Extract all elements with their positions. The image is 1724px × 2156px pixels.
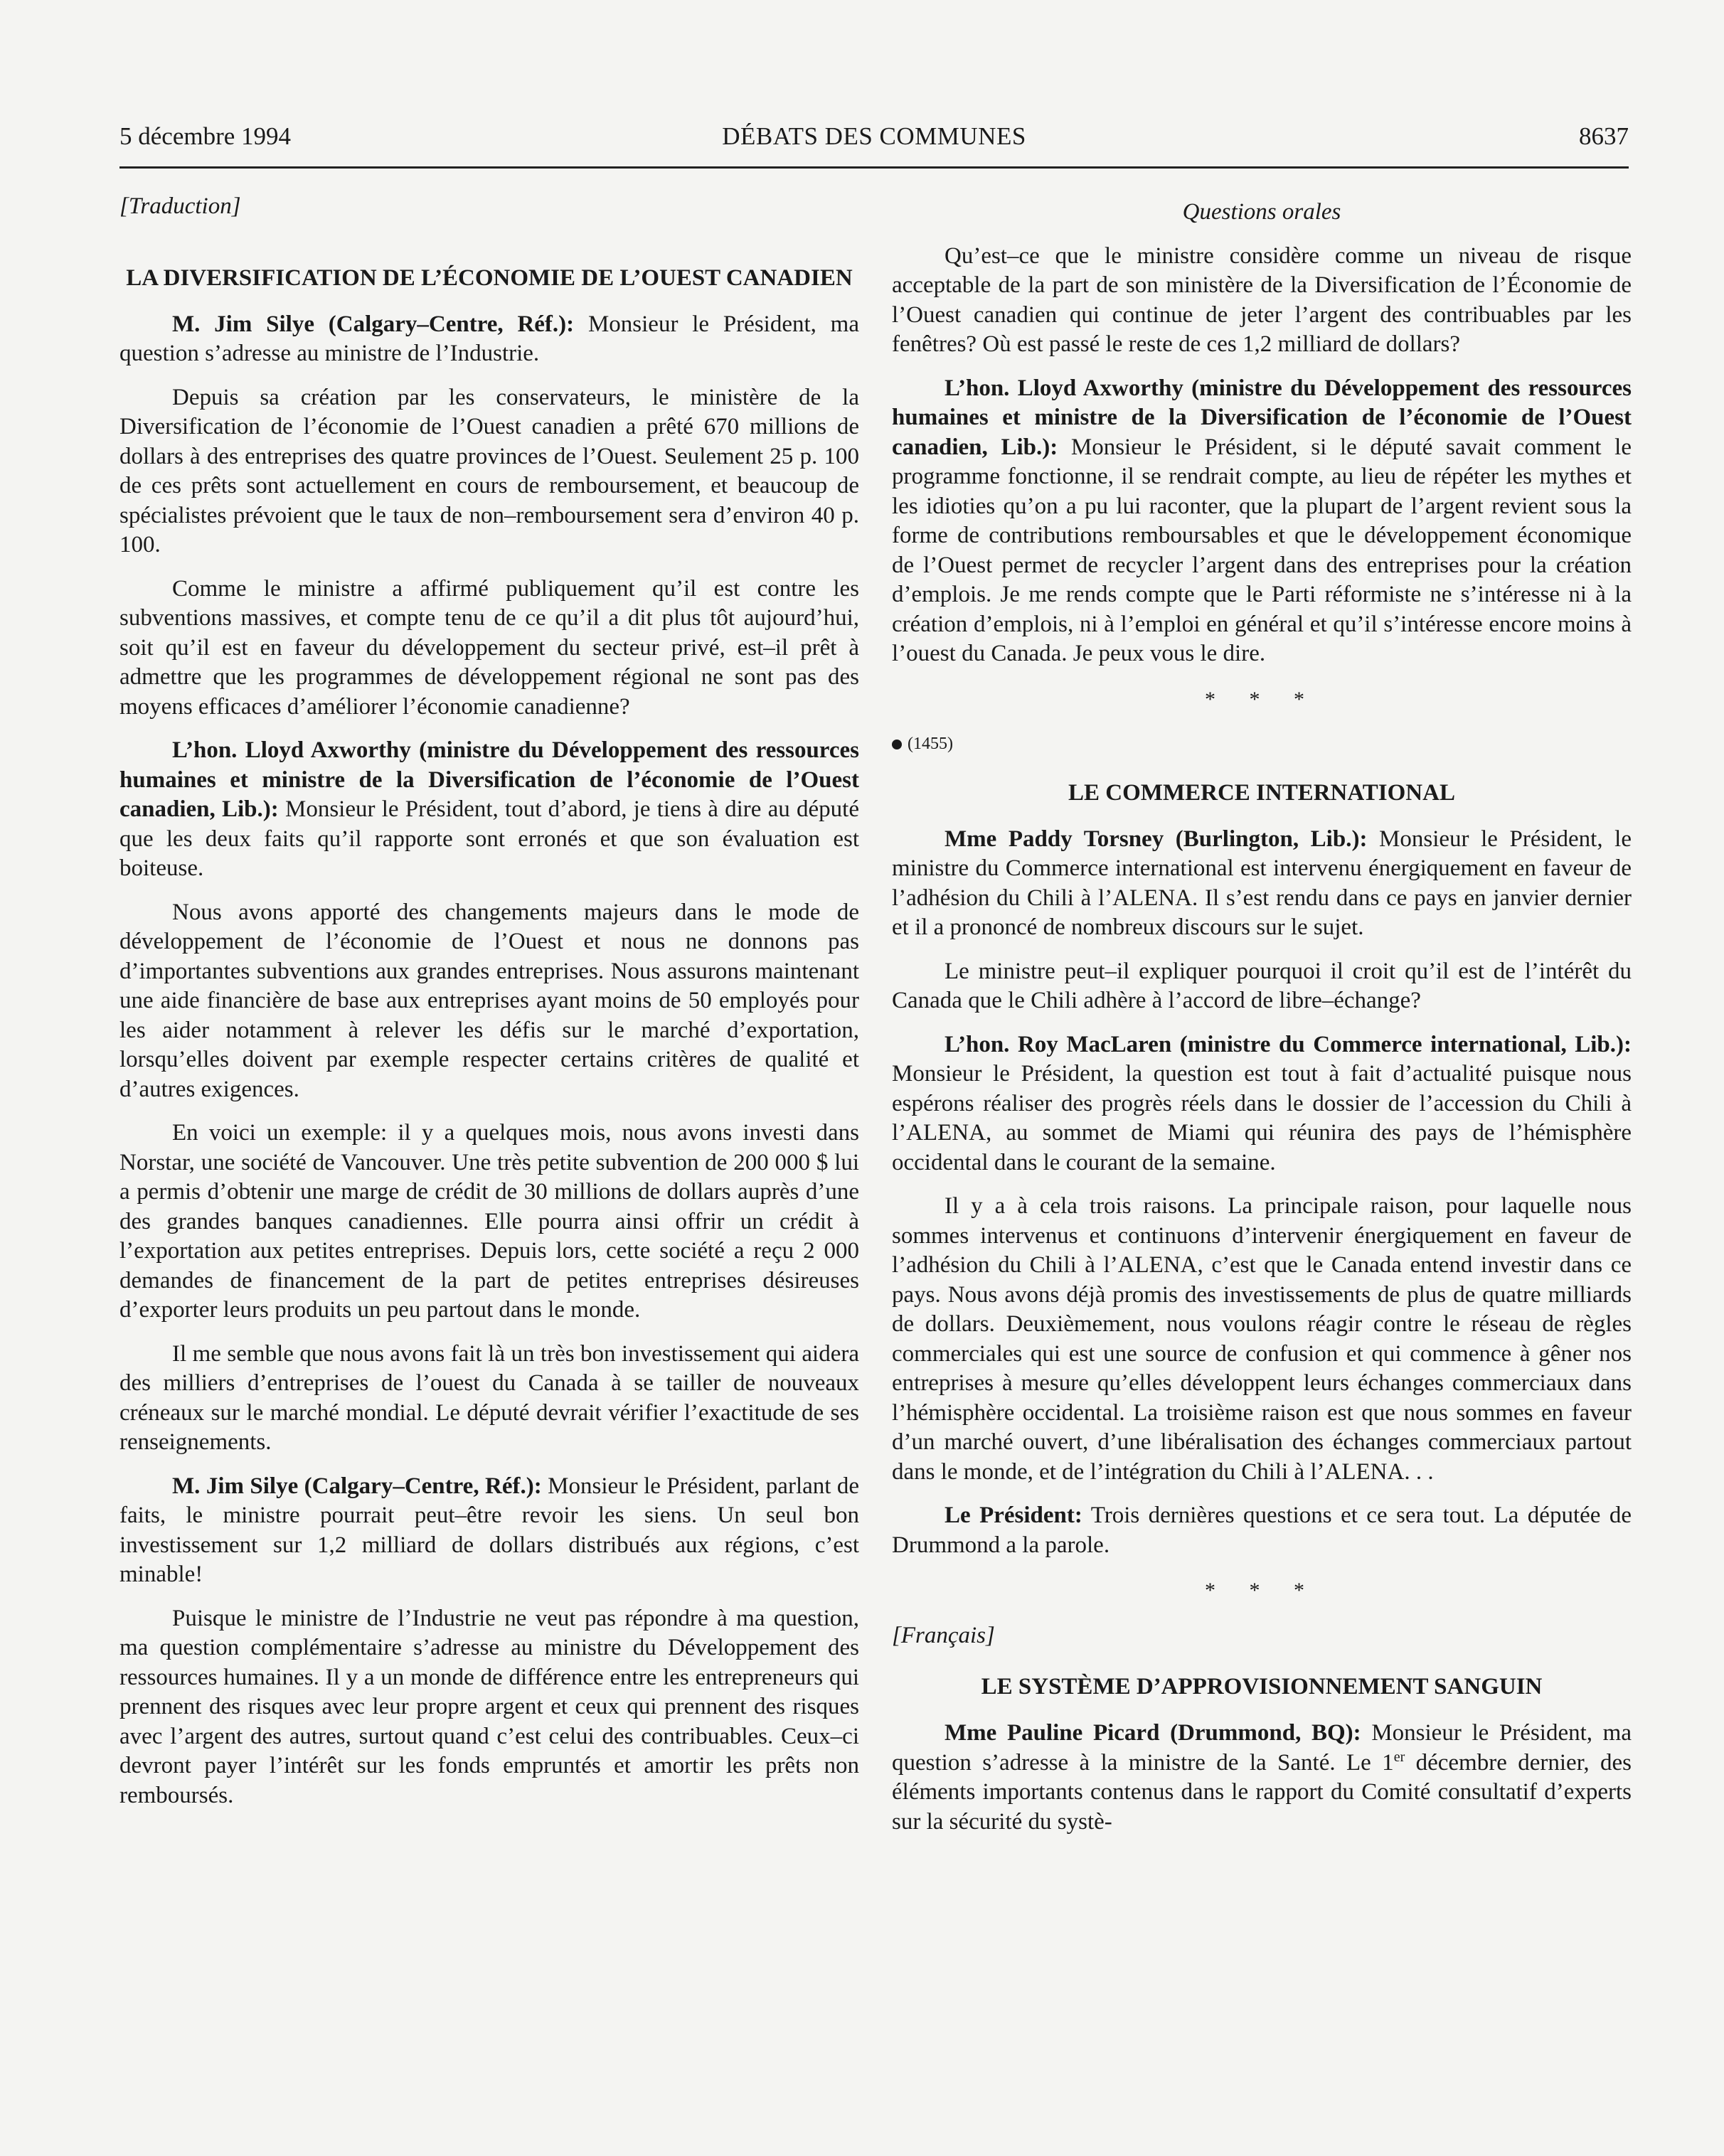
speech-text: décembre dernier, des éléments importants contenus dans le rapport du Comité consultatif d’experts sur la sécurité du systè- <box>892 1749 1632 1835</box>
speaker-name: Mme Pauline Picard (Drummond, BQ): <box>945 1720 1361 1746</box>
section-separator: * * * <box>1205 687 1319 711</box>
section-heading: LE SYSTÈME D’APPROVISIONNEMENT SANGUIN <box>981 1674 1543 1699</box>
paragraph: Qu’est–ce que le ministre considère comme un niveau de risque acceptable de la part de son ministère de la Diversification de l’Économie de l’Ouest canadien qui continue de jeter l’argent des contribuables par les fenêtres? Où est passé le reste de ces 1,2 milliard de dollars? <box>892 242 1632 357</box>
paragraph: Nous avons apporté des changements majeurs dans le mode de développement de l’économie de l’Ouest et nous ne donnons pas d’importantes subventions aux grandes entreprises. Nous assurons maintenant une aide financière de base aux entreprises ayant moins de 50 employés pour les aider notamment à relever les défis sur le marché d’exportation, lorsqu’elles doivent par exemple respecter certains critères de qualité et d’autres exigences. <box>119 899 859 1102</box>
paragraph: Il y a à cela trois raisons. La principale raison, pour laquelle nous sommes intervenus et continuons d’intervenir énergiquement en faveur de l’adhésion du Chili à l’ALENA, c’est que le Canada entend investir dans ce pays. Nous avons déjà promis des investissements de plus de quatre milliards de dollars. Deuxièmement, nous voulons réagir contre le réseau de règles commerciales qui est une source de confusion et qui commence à gêner nos entreprises à mesure qu’elles développent leurs échanges commerciaux dans l’hémisphère occidental. La troisième raison est que nous sommes en faveur d’un marché ouvert, d’une libéralisation des échanges commerciaux partout dans le monde, et de l’intégration du Chili à l’ALENA. . . <box>892 1193 1632 1485</box>
paragraph <box>892 1501 1632 1560</box>
language-tag: [Français] <box>892 1622 995 1648</box>
speech-text: Monsieur le Président, si le député savait comment le programme fonctionne, il se rendrait compte, au lieu de répéter les mythes et les idioties qu’on a pu lui raconter, que la plupart de l’argent revient sous la forme de contributions remboursables et que le développement économique de l’Ouest permet de recycler l’argent dans des entreprises pour la création d’emplois. Je me rends compte que le Parti réformiste ne s’intéresse ni à la création d’emplois, ni à l’emploi en général et qu’il s’intéresse encore moins à l’ouest du Canada. Je peux vous le dire. <box>892 434 1632 666</box>
speaker-name: L’hon. Roy MacLaren (ministre du Commerce international, Lib.): <box>945 1031 1632 1057</box>
section-separator: * * * <box>1205 1579 1319 1602</box>
speaker-name: Mme Paddy Torsney (Burlington, Lib.): <box>945 826 1368 852</box>
speaker-name: L’hon. Lloyd Axworthy (ministre du Développement des ressources humaines et ministre de la Diversification de l’économie de l’Ouest canadien, Lib.): <box>892 375 1632 460</box>
paragraph: Depuis sa création par les conservateurs, le ministère de la Diversification de l’économie de l’Ouest canadien a prêté 670 millions de dollars à des entreprises des quatre provinces de l’Ouest. Seulement 25 p. 100 de ces prêts sont actuellement en cours de remboursement, et beaucoup de spécialistes prévoient que le taux de non–remboursement sera d’environ 40 p. 100. <box>119 384 859 557</box>
speech-text: Monsieur le Président, la question est tout à fait d’actualité puisque nous espérons réaliser des progrès réels dans le dossier de l’accession du Chili à l’ALENA, au sommet de Miami qui réunira des pays de l’hémisphère occidental dans le courant de la semaine. <box>892 1061 1632 1175</box>
paragraph <box>892 825 1632 943</box>
paragraph <box>119 310 859 369</box>
speech-text: Monsieur le Président, ma question s’adresse au ministre de l’Industrie. <box>119 311 859 366</box>
paragraph: En voici un exemple: il y a quelques mois, nous avons investi dans Norstar, une société de Vancouver. Une très petite subvention de 200 000 $ lui a permis d’obtenir une marge de crédit de 30 millions de dollars auprès d’une des grandes banques canadiennes. Elle pourra ainsi offrir un crédit à l’exportation aux petites entreprises. Depuis lors, cette société a reçu 2 000 demandes de financement de la part de petites entreprises désireuses d’exporter leurs produits un peu partout dans le monde. <box>119 1120 859 1323</box>
speaker-name: M. Jim Silye (Calgary–Centre, Réf.): <box>172 311 575 337</box>
section-heading: LA DIVERSIFICATION DE L’ÉCONOMIE DE L’OUEST CANADIEN <box>126 265 853 291</box>
section-kicker: Questions orales <box>1182 199 1341 225</box>
timestamp <box>892 730 1632 759</box>
speech-text: Monsieur le Président, parlant de faits, le ministre pourrait peut–être revoir les siens. Un seul bon investissement sur 1,2 milliard de dollars distribués aux régions, c’est minable! <box>119 1473 860 1587</box>
speaker-name: M. Jim Silye (Calgary–Centre, Réf.): <box>172 1473 542 1499</box>
header-date: 5 décembre 1994 <box>119 122 292 150</box>
paragraph <box>892 1030 1632 1178</box>
speech-text: Monsieur le Président, ma question s’adresse à la ministre de la Santé. Le 1 <box>892 1720 1632 1776</box>
time-label: (1455) <box>908 735 953 753</box>
right-column <box>892 198 1632 1851</box>
paragraph: Comme le ministre a affirmé publiquement qu’il est contre les subventions massives, et compte tenu de ce qu’il a dit plus tôt aujourd’hui, soit qu’il est en faveur du développement du secteur privé, est–il prêt à admettre que les programmes de développement régional ne sont pas des moyens efficaces d’améliorer l’économie canadienne? <box>119 575 859 720</box>
speech-text: Monsieur le Président, le ministre du Commerce international est intervenu énergiquement en faveur de l’adhésion du Chili à l’ALENA. Il s’est rendu dans ce pays en janvier dernier et il a prononcé de nombreux discours sur le sujet. <box>892 826 1632 940</box>
page-number: 8637 <box>1579 122 1629 150</box>
superscript: er <box>1393 1749 1405 1765</box>
paragraph <box>892 1719 1632 1837</box>
left-column <box>119 192 859 1825</box>
speech-text: Monsieur le Président, tout d’abord, je tiens à dire au député que les deux faits qu’il rapporte sont erronés et que son évaluation est boiteuse. <box>119 796 859 881</box>
speech-text: Trois dernières questions et ce sera tout. La députée de Drummond a la parole. <box>892 1503 1632 1558</box>
paragraph: Il me semble que nous avons fait là un très bon investissement qui aidera des milliers d’entreprises de l’ouest du Canada à se tailler de nouveaux créneaux sur le marché mondial. Le député devrait vérifier l’exactitude de ses renseignements. <box>119 1340 859 1455</box>
header-rule <box>119 166 1629 169</box>
section-heading: LE COMMERCE INTERNATIONAL <box>1068 779 1455 806</box>
paragraph <box>119 736 859 884</box>
bullet-icon <box>892 740 902 749</box>
paragraph <box>892 374 1632 669</box>
speaker-name: L’hon. Lloyd Axworthy (ministre du Développement des ressources humaines et ministre de la Diversification de l’économie de l’Ouest canadien, Lib.): <box>119 737 859 822</box>
header-title: DÉBATS DES COMMUNES <box>722 122 1026 150</box>
language-tag: [Traduction] <box>119 193 241 219</box>
paragraph: Le ministre peut–il expliquer pourquoi il croit qu’il est de l’intérêt du Canada que le Chili adhère à l’accord de libre–échange? <box>892 958 1632 1013</box>
paragraph: Puisque le ministre de l’Industrie ne veut pas répondre à ma question, ma question complémentaire s’adresse au ministre du Développement des ressources humaines. Il y a un monde de différence entre les entrepreneurs qui prennent des risques avec leur propre argent et ceux qui prennent des risques avec l’argent des autres, surtout quand c’est celui des contribuables. Ceux–ci devront payer l’intérêt sur les fonds empruntés et amortir les prêts non remboursés. <box>119 1605 859 1808</box>
running-header <box>119 122 1629 159</box>
paragraph <box>119 1472 859 1590</box>
speaker-name: Le Président: <box>945 1503 1082 1528</box>
